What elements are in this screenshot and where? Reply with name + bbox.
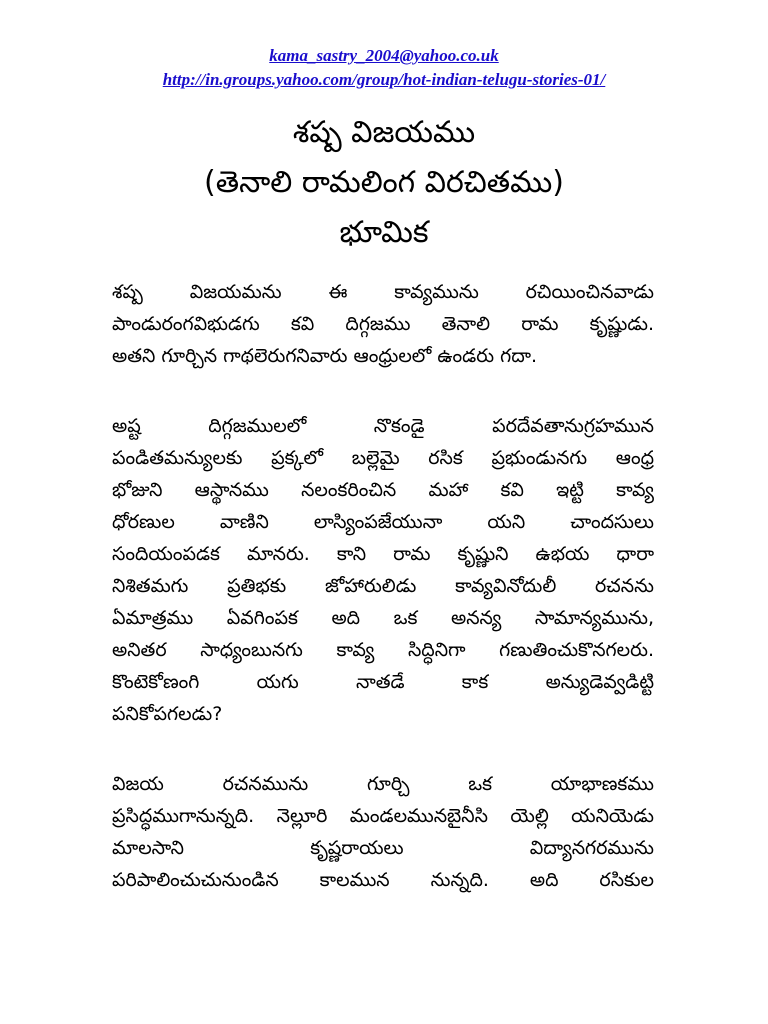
text-line: భోజుని ఆస్థానము నలంకరించిన మహా కవి ఇట్టి కావ్య bbox=[112, 479, 654, 501]
body-text bbox=[112, 276, 654, 934]
text-line: మాలసాని కృష్ణరాయలు విద్యానగరమును bbox=[112, 837, 654, 859]
text-line: శష్ప విజయమను ఈ కావ్యమును రచియించినవాడు bbox=[112, 281, 654, 303]
group-url-link[interactable]: http://in.groups.yahoo.com/group/hot-indian-telugu-stories-01/ bbox=[162, 70, 606, 89]
paragraph-1 bbox=[112, 276, 654, 372]
email-link[interactable]: kama_sastry_2004@yahoo.co.uk bbox=[269, 46, 499, 65]
text-line: ఏమాత్రము ఏవగింపక అది ఒక అనన్య సామాన్యమును, bbox=[112, 607, 654, 629]
text-line: నిశితమగు ప్రతిభకు జోహారులిడు కావ్యవినోదులీ రచనను bbox=[112, 575, 654, 597]
text-line: పరిపాలించుచునుండిన కాలమున నున్నది. అది రసికుల bbox=[112, 869, 654, 891]
paragraph-2 bbox=[112, 410, 654, 730]
text-line: ప్రసిద్ధముగానున్నది. నెల్లూరి మండలమునబైనీసి యెల్లి యనియెడు bbox=[112, 805, 654, 827]
text-line: సందియంపడక మానరు. కాని రామ కృష్ణుని ఉభయ ధారా bbox=[112, 543, 654, 565]
text-line: పనికోపగలడు? bbox=[112, 703, 223, 725]
text-line: విజయ రచనమును గూర్చి ఒక యాభాణకము bbox=[112, 773, 654, 795]
text-line: పండితమన్యులకు ప్రక్కలో బల్లెమై రసిక ప్రభుండునగు ఆంధ్ర bbox=[112, 447, 654, 469]
text-line: అష్ట దిగ్గజములలో నొకండై పరదేవతానుగ్రహమున bbox=[112, 415, 654, 437]
text-line: అతని గూర్చిన గాథలెరుగనివారు ఆంధ్రులలో ఉండరు గదా. bbox=[112, 345, 537, 367]
text-line: పాండురంగవిభుడగు కవి దిగ్గజము తెనాలి రామ కృష్ణుడు. bbox=[112, 313, 654, 335]
book-subtitle: (తెనాలి రామలింగ విరచితము) bbox=[204, 165, 564, 200]
section-heading: భూమిక bbox=[339, 215, 429, 250]
paragraph-3 bbox=[112, 768, 654, 896]
header-links bbox=[0, 44, 768, 92]
text-line: అనితర సాధ్యంబునగు కావ్య సిద్ధినిగా గణుతించుకొనగలరు. bbox=[112, 639, 654, 661]
text-line: ధోరణుల వాణిని లాస్యింపజేయునా యని చాందసులు bbox=[112, 511, 654, 533]
book-title: శష్ప విజయము bbox=[292, 115, 476, 150]
text-line: కొంటెకోణంగి యగు నాతడే కాక అన్యుడెవ్వడిట్టి bbox=[112, 671, 654, 693]
title-block bbox=[0, 108, 768, 258]
